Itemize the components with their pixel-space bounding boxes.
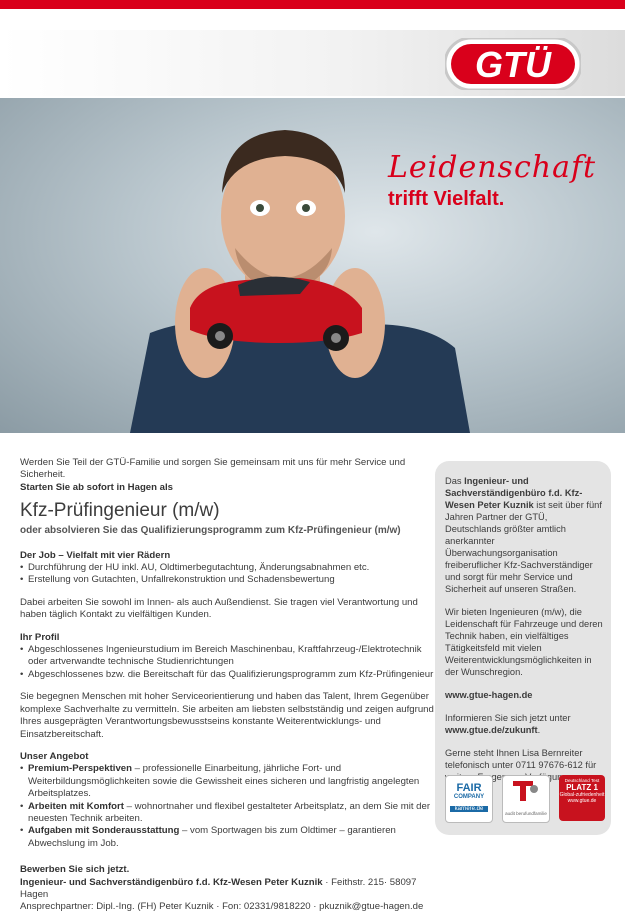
intro-line-2: Starten Sie ab sofort in Hagen als: [20, 481, 174, 493]
hero-image: [0, 98, 625, 433]
top-red-bar: [0, 0, 625, 9]
header-band: [0, 30, 625, 96]
job-ad-main-column: [20, 457, 435, 914]
company-address: Ingenieur- und Sachverständigenbüro f.d. Kfz-Wesen Peter Kuznik · Feithstr. 215· 58097 Hagen: [20, 876, 417, 900]
list-item: • Premium-Perspektiven – professionelle Einarbeitung, jährliche Fort- und Weiterbildungsmöglichkeiten sowie die Gewissheit eines sicheren und langfristig angelegten Arbeitsplatzes.: [20, 763, 435, 800]
job-description: Dabei arbeiten Sie sowohl im Innen- als auch Außendienst. Sie tragen viel Verantwortung und haben täglich Kontakt zu vielfältigen Kunden.: [20, 596, 418, 621]
job-list: [20, 562, 435, 587]
man-holding-car-illustration: [0, 98, 625, 433]
job-title: Kfz-Prüfingenieur (m/w): [20, 500, 220, 522]
hero-headline: trifft Vielfalt.: [388, 188, 505, 210]
list-item: • Abgeschlossenes bzw. die Bereitschaft für das Qualifizierungsprogramm zum Kfz-Prüfingenieur: [20, 669, 435, 681]
list-item: • Erstellung von Gutachten, Unfallrekonstruktion und Schadensbewertung: [20, 574, 435, 586]
list-item: • Durchführung der HU inkl. AU, Oldtimerbegutachtung, Änderungsabnahmen etc.: [20, 562, 435, 574]
list-item: • Abgeschlossenes Ingenieurstudium im Bereich Maschinenbau, Kraftfahrzeug-/Elektrotechnik oder artverwandte technische Studienrichtungen: [20, 644, 435, 669]
sidebar-info: Informieren Sie sich jetzt unter www.gtue.de/zukunft.: [445, 713, 571, 735]
audit-badge: audit berufundfamilie: [502, 775, 550, 823]
badge-row: [445, 775, 605, 829]
list-item: • Arbeiten mit Komfort – wohnortnaher und flexibel gestalteter Arbeitsplatz, an dem Sie mit der neuesten Technik arbeiten.: [20, 801, 435, 826]
sidebar-paragraph-company: Das Ingenieur- und Sachverständigenbüro f.d. Kfz-Wesen Peter Kuznik ist seit über fünf Jahren Partner der GTÜ, Deutschlands größter amtlich anerkannter Überwachungsorganisation freiberuflicher Kfz-Sachverständiger und sorgt für mehr Service und Sicherheit auf unseren Straßen.: [445, 476, 602, 594]
section-heading-profile: Ihr Profil: [20, 631, 60, 643]
audit-icon: [503, 776, 549, 806]
sidebar-box: [435, 461, 611, 835]
sidebar-contact: Gerne steht Ihnen Lisa Bernreiter telefonisch unter 0711 97676-612 für: [445, 748, 597, 770]
contact-line: Ansprechpartner: Dipl.-Ing. (FH) Peter Kuznik · Fon: 02331/9818220 · pkuznik@gtue-hagen.de: [20, 901, 424, 913]
apply-heading: Bewerben Sie sich jetzt.: [20, 864, 130, 876]
profile-list: [20, 644, 435, 681]
job-subtitle: oder absolvieren Sie das Qualifizierungsprogramm zum Kfz-Prüfingenieur (m/w): [20, 525, 401, 537]
logo-text: GTÜ: [475, 44, 551, 85]
sidebar-paragraph-offer: Wir bieten Ingenieuren (m/w), die Leidenschaft für Fahrzeuge und deren Technik haben, ein vielfältiges Tätigkeitsfeld mit vielen Weiterentwicklungsmöglichkeiten in der Wunschregion.: [445, 607, 603, 677]
gtue-logo: [445, 38, 581, 90]
profile-description: Sie begegnen Menschen mit hoher Serviceorientierung und haben das Talent, Ihrem Gegenüber komplexe Sachverhalte zu vermitteln. Sie arbeiten am liebsten selbstständig und zeigen aufgrund Ihres ausgeprägten Verantwortungsbewusstseins konstante Weiterentwicklungs- und Einsatzbereitschaft.: [20, 691, 434, 740]
section-heading-offer: Unser Angebot: [20, 750, 89, 762]
award-badge: Deutschland Test PLATZ 1 Global-zufriedenheit www.gtue.de: [559, 775, 605, 821]
section-heading-job: Der Job – Vielfalt mit vier Rädern: [20, 549, 171, 561]
intro-line-1: Werden Sie Teil der GTÜ-Familie und sorgen Sie gemeinsam mit uns für mehr Service und Sicherheit.: [20, 457, 406, 481]
future-link[interactable]: www.gtue.de/zukunft: [445, 725, 538, 735]
hero-headline-script: Leidenschaft: [388, 150, 597, 185]
fair-company-badge: FAIR COMPANY karriere.de: [445, 775, 493, 823]
offer-list: [20, 763, 435, 850]
list-item: • Aufgaben mit Sonderausstattung – vom Sportwagen bis zum Oldtimer – garantieren Abwechslung im Job.: [20, 825, 435, 850]
website-link[interactable]: www.gtue-hagen.de: [445, 690, 533, 700]
